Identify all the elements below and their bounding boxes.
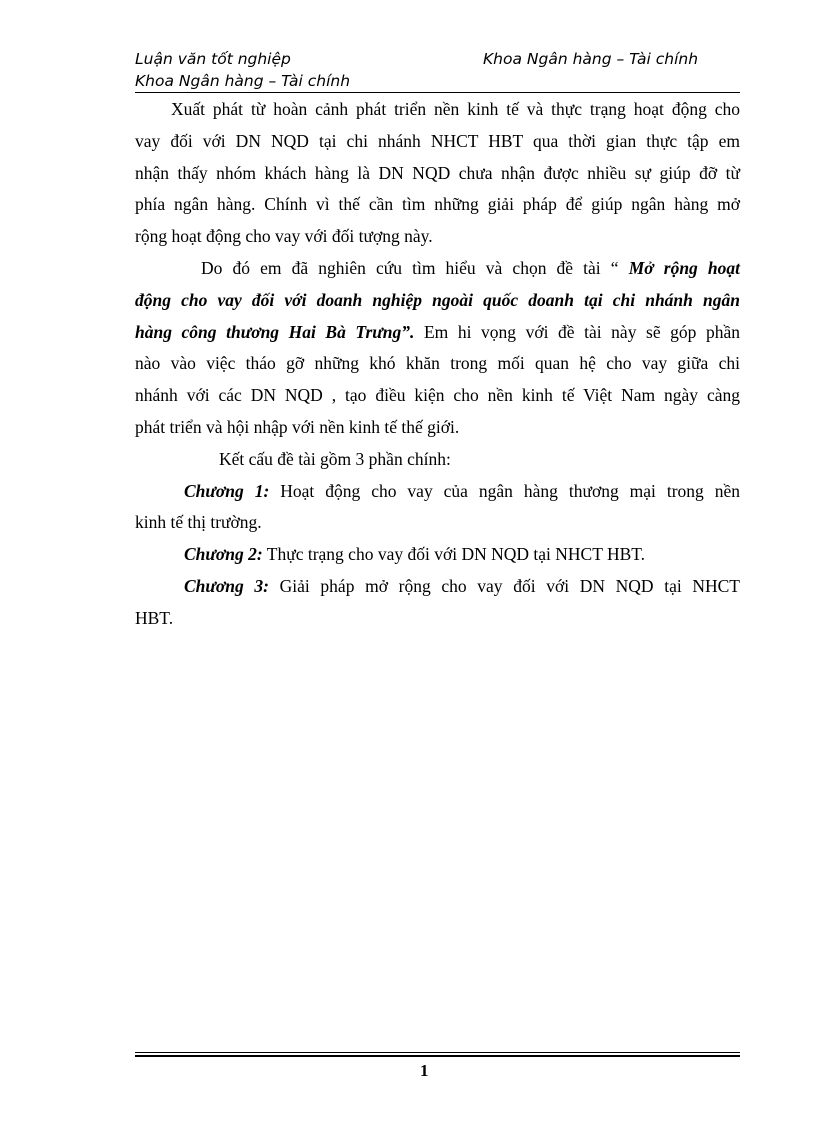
chapter-1-text: Hoạt động cho vay của ngân hàng thương mại trong nền — [280, 480, 741, 501]
thesis-title-part: Mở rộng hoạt — [628, 258, 741, 278]
footer-rule — [135, 1052, 740, 1053]
chapter-1-line-2: kinh tế thị trường. — [135, 512, 262, 533]
footer-rule-thick — [135, 1055, 740, 1057]
paragraph-text: Em hi vọng với đề tài này sẽ góp phần — [423, 321, 741, 342]
chapter-3-line — [184, 571, 740, 603]
header-faculty-label: Khoa Ngân hàng – Tài chính — [483, 50, 699, 68]
paragraph-line: phát triển và hội nhập với nền kinh tế thế giới. — [135, 417, 460, 437]
thesis-title-end: hàng công thương Hai Bà Trưng”. — [135, 321, 415, 342]
chapter-3-label: Chương 3: — [184, 576, 269, 596]
chapter-1-line — [184, 476, 740, 508]
paragraph-line: nào vào việc tháo gỡ những khó khăn trong mối quan hệ cho vay giữa chi — [135, 353, 740, 374]
header-faculty-label-2: Khoa Ngân hàng – Tài chính — [135, 72, 351, 90]
chapter-3-text: Giải pháp mở rộng cho vay đối với DN NQD tại NHCT — [279, 576, 740, 596]
thesis-title-line: động cho vay đối với doanh nghiệp ngoài quốc doanh tại chi nhánh ngân — [135, 289, 740, 310]
paragraph-line: vay đối với DN NQD tại chi nhánh NHCT HBT qua thời gian thực tập em — [135, 130, 740, 151]
paragraph-line: rộng hoạt động cho vay với đối tượng này. — [135, 226, 433, 247]
structure-intro: Kết cấu đề tài gồm 3 phần chính: — [219, 448, 451, 469]
header-thesis-label: Luận văn tốt nghiệp — [135, 50, 291, 68]
chapter-1-label: Chương 1: — [184, 480, 270, 501]
paragraph-line: Xuất phát từ hoàn cảnh phát triển nền kinh tế và thực trạng hoạt động cho — [171, 99, 740, 119]
paragraph-line: nhánh với các DN NQD , tạo điều kiện cho nền kinh tế Việt Nam ngày càng — [135, 385, 740, 406]
page-number: 1 — [420, 1061, 429, 1080]
chapter-3-line-2: HBT. — [135, 607, 174, 628]
intro-text: Do đó em đã nghiên cứu tìm hiểu và chọn đề tài “ — [201, 258, 619, 278]
paragraph-line: nhận thấy nhóm khách hàng là DN NQD chưa nhận được nhiều sự giúp đỡ từ — [135, 162, 740, 183]
chapter-2-label: Chương 2: — [184, 544, 263, 565]
chapter-2-text: Thực trạng cho vay đối với DN NQD tại NHCT HBT. — [266, 544, 646, 565]
chapter-2-line — [184, 539, 740, 571]
paragraph-line — [201, 253, 740, 285]
paragraph-line: phía ngân hàng. Chính vì thế cần tìm những giải pháp để giúp ngân hàng mở — [135, 194, 740, 215]
header-rule — [135, 92, 740, 93]
paragraph-line — [135, 317, 740, 349]
